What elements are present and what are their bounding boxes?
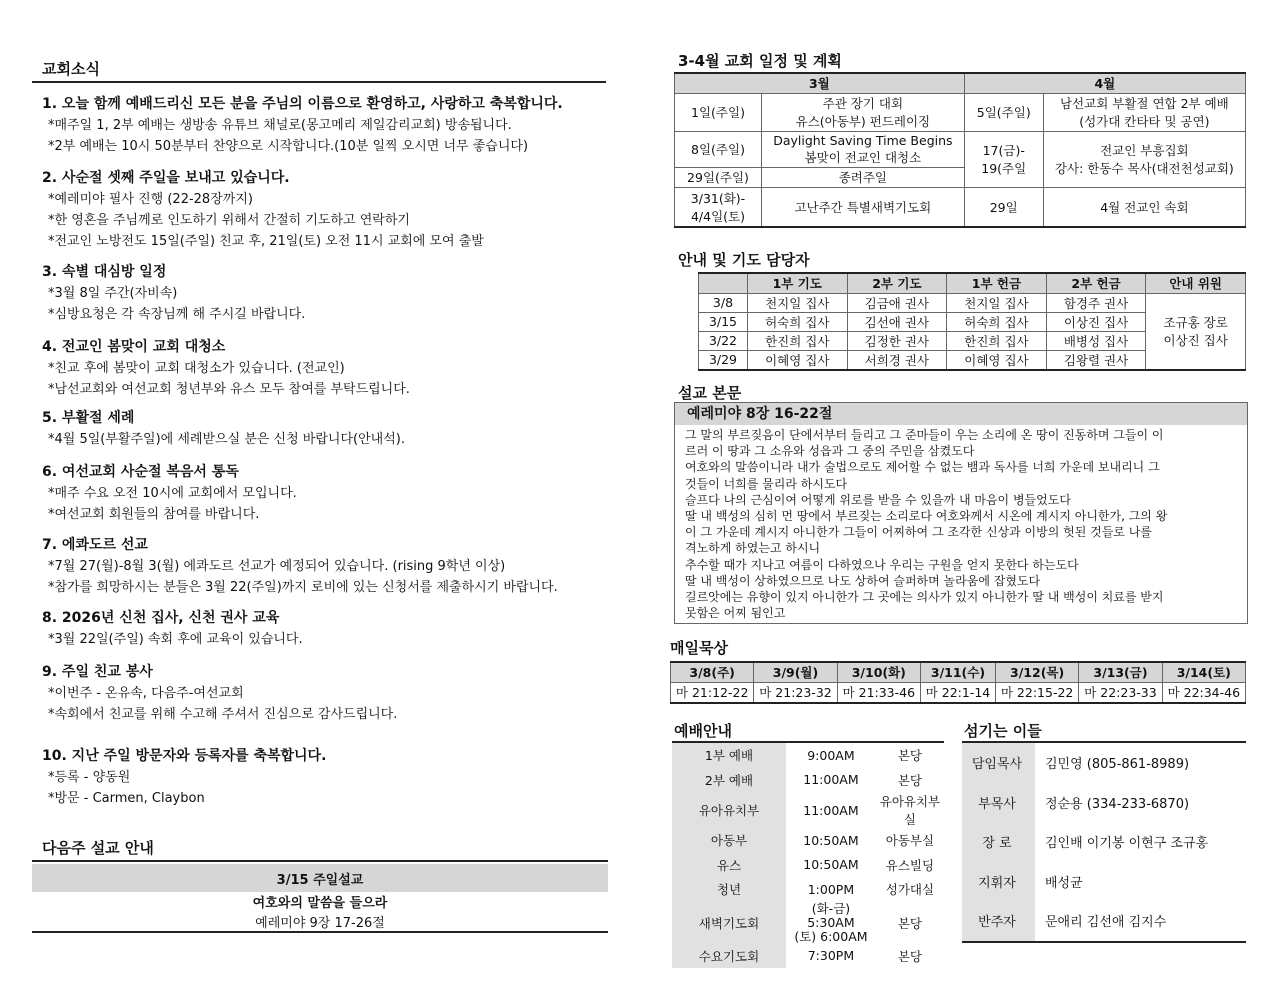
notice-line: *2부 예배는 10시 50분부터 찬양으로 시작합니다.(10분 일찍 오시면 너무 좋습니다) xyxy=(48,139,529,154)
service-name: 유스 xyxy=(672,853,786,878)
staff-names: 김인배 이기봉 이현구 조규홍 xyxy=(1045,836,1209,852)
service-time: 11:00AM xyxy=(803,772,859,788)
staff-names: 정순용 (334-233-6870) xyxy=(1045,796,1190,812)
service-row xyxy=(672,902,944,944)
service-time: 7:30PM xyxy=(807,948,855,964)
daily-day: 3/8(주) xyxy=(671,662,754,682)
notice-item xyxy=(42,337,602,400)
staff-row xyxy=(962,822,1246,862)
service-name: 1부 예배 xyxy=(672,743,786,768)
notice-item xyxy=(42,94,602,157)
sermon-ref: 예레미야 8장 16-22절 xyxy=(675,403,1247,425)
service-row xyxy=(672,853,944,878)
notice-heading: 10. 지난 주일 방문자와 등록자를 축복합니다. xyxy=(42,748,327,764)
staff-title: 섬기는 이들 xyxy=(964,722,1042,740)
duty-person: 천지일 집사 xyxy=(747,293,847,312)
staff-role: 장 로 xyxy=(962,822,1035,862)
news-title: 교회소식 xyxy=(42,60,100,78)
service-time: 10:50AM xyxy=(803,832,859,848)
notice-item xyxy=(42,262,602,325)
schedule-title: 3-4월 교회 일정 및 계획 xyxy=(678,52,842,70)
service-time: 10:50AM xyxy=(803,857,859,873)
schedule-event: 4월 전교인 속회 xyxy=(1043,187,1245,227)
schedule-date: 29일 xyxy=(964,187,1043,227)
notice-item xyxy=(42,746,602,809)
sermon-line: 여호와의 말씀이니라 내가 술법으로도 제어할 수 없는 뱀과 독사를 너희 가운데 보내리니 그 xyxy=(685,460,1160,475)
duty-person: 이혜영 집사 xyxy=(947,350,1047,370)
schedule-event: 남선교회 부활절 연합 2부 예배 (성가대 칸타타 및 공연) xyxy=(1043,93,1245,131)
duty-person: 김왕렬 권사 xyxy=(1046,350,1146,370)
duty-header: 2부 헌금 xyxy=(1046,273,1146,293)
daily-day: 3/12(목) xyxy=(995,662,1078,682)
notice-heading: 2. 사순절 셋째 주일을 보내고 있습니다. xyxy=(42,170,290,186)
staff-role: 지휘자 xyxy=(962,862,1035,902)
sermon-line: 격노하게 하였는고 하시니 xyxy=(685,541,821,556)
duty-header: 2부 기도 xyxy=(847,273,947,293)
notice-item xyxy=(42,662,602,725)
duty-person: 김선애 권사 xyxy=(847,312,947,331)
notice-item xyxy=(42,168,602,252)
duty-date: 3/8 xyxy=(699,293,748,312)
notice-line: *참가를 희망하시는 분들은 3월 22(주일)까지 로비에 있는 신청서를 제출하시기 바랍니다. xyxy=(48,580,558,595)
daily-day: 3/14(토) xyxy=(1162,662,1245,682)
daily-day: 3/13(금) xyxy=(1079,662,1162,682)
notice-line: *3월 22일(주일) 속회 후에 교육이 있습니다. xyxy=(48,632,303,647)
notice-heading: 4. 전교인 봄맞이 교회 대청소 xyxy=(42,339,226,355)
service-place: 본당 xyxy=(897,915,923,931)
duty-person: 허숙희 집사 xyxy=(947,312,1047,331)
sermon-line: 것들이 너희를 물리라 하시도다 xyxy=(685,476,848,491)
service-time: 9:00AM xyxy=(807,747,855,763)
schedule-april: 4월 xyxy=(964,73,1245,93)
duty-header: 1부 기도 xyxy=(747,273,847,293)
staff-names: 김민영 (805-861-8989) xyxy=(1045,757,1190,773)
daily-table xyxy=(670,661,1246,704)
service-place: 아동부실 xyxy=(885,833,935,849)
daily-verse: 마 21:23-32 xyxy=(754,682,837,703)
notice-line: *여선교회 회원들의 참여를 바랍니다. xyxy=(48,507,260,522)
notice-line: *친교 후에 봄맞이 교회 대청소가 있습니다. (전교인) xyxy=(48,361,345,376)
service-row xyxy=(672,828,944,853)
duty-person: 허숙희 집사 xyxy=(747,312,847,331)
service-place: 본당 xyxy=(897,948,923,964)
duty-person: 한진희 집사 xyxy=(747,331,847,350)
schedule-row xyxy=(675,93,1246,131)
notice-heading: 1. 오늘 함께 예배드리신 모든 분을 주님의 이름으로 환영하고, 사랑하고 축복합니다. xyxy=(42,96,563,112)
duty-person: 김정한 권사 xyxy=(847,331,947,350)
notice-heading: 7. 에콰도르 선교 xyxy=(42,537,148,553)
staff-row xyxy=(962,743,1246,783)
duty-header: 1부 헌금 xyxy=(947,273,1047,293)
schedule-table xyxy=(674,72,1246,228)
notice-line: *등록 - 양동원 xyxy=(48,770,131,785)
next-sermon-date: 3/15 주일설교 xyxy=(32,864,608,892)
service-time: (화-금) 5:30AM (토) 6:00AM xyxy=(794,900,868,944)
notice-line: *매주일 1, 2부 예배는 생방송 유튜브 채널로(몽고메리 제일감리교회) 방송됩니다. xyxy=(48,118,512,133)
schedule-date: 5일(주일) xyxy=(964,93,1043,131)
next-sermon-table xyxy=(32,864,608,933)
service-place: 유스빌딩 xyxy=(885,857,935,873)
services-table xyxy=(672,743,944,968)
duty-person: 이혜영 집사 xyxy=(747,350,847,370)
service-name: 유아유치부 xyxy=(672,792,786,828)
duty-table xyxy=(698,272,1246,371)
next-sermon-passage: 예레미야 9장 17-26절 xyxy=(255,915,385,931)
notice-line: *예레미야 필사 진행 (22-28장까지) xyxy=(48,192,253,207)
daily-verse: 마 21:12-22 xyxy=(671,682,754,703)
duty-header xyxy=(699,273,748,293)
schedule-row xyxy=(675,187,1246,227)
notice-line: *3월 8일 주간(자비속) xyxy=(48,286,178,301)
duty-date: 3/22 xyxy=(699,331,748,350)
schedule-march: 3월 xyxy=(675,73,965,93)
daily-day: 3/10(화) xyxy=(837,662,920,682)
duty-title: 안내 및 기도 담당자 xyxy=(678,251,810,269)
notice-line: *남선교회와 여선교회 청년부와 유스 모두 참여를 부탁드립니다. xyxy=(48,382,410,397)
staff-header xyxy=(962,718,1246,743)
notice-heading: 9. 주일 친교 봉사 xyxy=(42,664,153,680)
service-place: 성가대실 xyxy=(885,882,935,898)
notice-line: *속회에서 친교를 위해 수고해 주셔서 진심으로 감사드립니다. xyxy=(48,707,398,722)
staff-row xyxy=(962,783,1246,823)
service-time: 1:00PM xyxy=(807,881,855,897)
service-place: 본당 xyxy=(897,748,923,764)
sermon-line: 못함은 어찌 됨인고 xyxy=(685,606,786,621)
duty-person: 함경주 권사 xyxy=(1046,293,1146,312)
notice-heading: 6. 여선교회 사순절 복음서 통독 xyxy=(42,464,239,480)
sermon-line: 이 그 가운데 계시지 아니한가 그들이 어찌하여 그 조각한 신상과 이방의 헛된 것들로 나를 xyxy=(685,525,1152,540)
schedule-event: 고난주간 특별새벽기도회 xyxy=(762,187,965,227)
next-sermon-title: 다음주 설교 안내 xyxy=(42,839,154,857)
daily-day: 3/9(월) xyxy=(754,662,837,682)
services-title: 예배안내 xyxy=(674,722,732,740)
staff-role: 담임목사 xyxy=(962,743,1035,783)
schedule-event: 주관 장기 대회 유스(아동부) 펀드레이징 xyxy=(762,93,965,131)
notice-item xyxy=(42,408,602,450)
duty-date: 3/29 xyxy=(699,350,748,370)
schedule-event: 종려주일 xyxy=(762,167,965,187)
service-row xyxy=(672,944,944,969)
service-row xyxy=(672,877,944,902)
service-place: 유아유치부실 xyxy=(879,794,941,827)
service-name: 아동부 xyxy=(672,828,786,853)
duty-ushers: 조규홍 장로 이상진 집사 xyxy=(1146,293,1246,370)
daily-title: 매일묵상 xyxy=(670,639,728,657)
schedule-date: 17(금)- 19(주일 xyxy=(964,131,1043,187)
sermon-line: 르러 이 땅과 그 소유와 성읍과 그 중의 주민을 삼켰도다 xyxy=(685,444,975,459)
schedule-date: 8일(주일) xyxy=(675,131,762,167)
duty-row xyxy=(699,293,1246,312)
notice-item xyxy=(42,462,602,525)
daily-verse: 마 22:34-46 xyxy=(1162,682,1245,703)
notice-heading: 3. 속별 대심방 일정 xyxy=(42,264,167,280)
notice-heading: 5. 부활절 세례 xyxy=(42,410,135,426)
notice-line: *이번주 - 온유속, 다음주-여선교회 xyxy=(48,686,244,701)
notice-line: *한 영혼을 주님께로 인도하기 위해서 간절히 기도하고 연락하기 xyxy=(48,213,410,228)
staff-table xyxy=(962,743,1246,943)
schedule-date: 29일(주일) xyxy=(675,167,762,187)
duty-date: 3/15 xyxy=(699,312,748,331)
schedule-row xyxy=(675,131,1246,167)
service-name: 청년 xyxy=(672,877,786,902)
daily-day: 3/11(수) xyxy=(920,662,995,682)
service-name: 수요기도회 xyxy=(672,944,786,969)
service-row xyxy=(672,768,944,793)
sermon-line: 슬프다 나의 근심이여 어떻게 위로를 받을 수 있을까 내 마음이 병들었도다 xyxy=(685,492,1071,507)
staff-row xyxy=(962,901,1246,942)
sermon-line: 추수할 때가 지나고 여름이 다하였으나 우리는 구원을 얻지 못한다 하는도다 xyxy=(685,557,1079,572)
staff-names: 배성균 xyxy=(1045,875,1083,891)
sermon-line: 딸 내 백성이 상하였으므로 나도 상하여 슬퍼하며 놀라움에 잡혔도다 xyxy=(685,573,1041,588)
sermon-title: 설교 본문 xyxy=(678,384,742,402)
notice-heading: 8. 2026년 신천 집사, 신천 권사 교육 xyxy=(42,610,280,626)
notice-item xyxy=(42,608,602,650)
daily-verse: 마 22:15-22 xyxy=(995,682,1078,703)
next-sermon-name: 여호와의 말씀을 들으라 xyxy=(252,896,388,911)
daily-verse: 마 22:23-33 xyxy=(1079,682,1162,703)
service-name: 새벽기도회 xyxy=(672,902,786,944)
duty-person: 김금애 권사 xyxy=(847,293,947,312)
duty-person: 서희경 권사 xyxy=(847,350,947,370)
notice-line: *방문 - Carmen, Claybon xyxy=(48,791,205,806)
services-header xyxy=(672,718,944,743)
service-row xyxy=(672,792,944,828)
duty-person: 이상진 집사 xyxy=(1046,312,1146,331)
notice-line: *4월 5일(부활주일)에 세례받으실 분은 신청 바랍니다(안내석). xyxy=(48,432,405,447)
service-name: 2부 예배 xyxy=(672,768,786,793)
service-time: 11:00AM xyxy=(803,802,859,818)
sermon-text xyxy=(675,425,1247,623)
staff-names: 문애리 김선애 김지수 xyxy=(1035,901,1246,942)
notice-line: *심방요청은 각 속장님께 해 주시길 바랍니다. xyxy=(48,307,306,322)
sermon-line: 길르앗에는 유향이 있지 아니한가 그 곳에는 의사가 있지 아니한가 딸 내 백성이 치료를 받지 xyxy=(685,590,1164,605)
schedule-event: Daylight Saving Time Begins 봄맞이 전교인 대청소 xyxy=(762,131,965,167)
duty-person: 천지일 집사 xyxy=(947,293,1047,312)
notice-item xyxy=(42,535,602,598)
duty-person: 한진희 집사 xyxy=(947,331,1047,350)
sermon-line: 그 말의 부르짖음이 단에서부터 들리고 그 준마들이 우는 소리에 온 땅이 진동하며 그들이 이 xyxy=(685,428,1164,442)
notice-line: *전교인 노방전도 15일(주일) 친교 후, 21일(토) 오전 11시 교회에 모여 출발 xyxy=(48,234,484,249)
next-sermon-header xyxy=(32,834,608,862)
duty-person: 배병성 집사 xyxy=(1046,331,1146,350)
news-header xyxy=(32,54,606,83)
schedule-event: 전교인 부흥집회 강사: 한동수 목사(대전천성교회) xyxy=(1043,131,1245,187)
notice-line: *매주 수요 오전 10시에 교회에서 모입니다. xyxy=(48,486,297,501)
staff-row xyxy=(962,862,1246,902)
service-row xyxy=(672,743,944,768)
notice-line: *7월 27(월)-8월 3(월) 에콰도르 선교가 예정되어 있습니다. (rising 9학년 이상) xyxy=(48,559,506,574)
schedule-date: 1일(주일) xyxy=(675,93,762,131)
daily-verse: 마 22:1-14 xyxy=(920,682,995,703)
schedule-date: 3/31(화)- 4/4일(토) xyxy=(675,187,762,227)
sermon-line: 딸 내 백성의 심히 먼 땅에서 부르짖는 소리로다 여호와께서 시온에 계시지 아니한가, 그의 왕 xyxy=(685,509,1168,524)
sermon-box xyxy=(674,402,1248,624)
duty-header: 안내 위원 xyxy=(1146,273,1246,293)
staff-role: 반주자 xyxy=(962,901,1035,942)
daily-verse: 마 21:33-46 xyxy=(837,682,920,703)
service-place: 본당 xyxy=(897,772,923,788)
staff-role: 부목사 xyxy=(962,783,1035,823)
